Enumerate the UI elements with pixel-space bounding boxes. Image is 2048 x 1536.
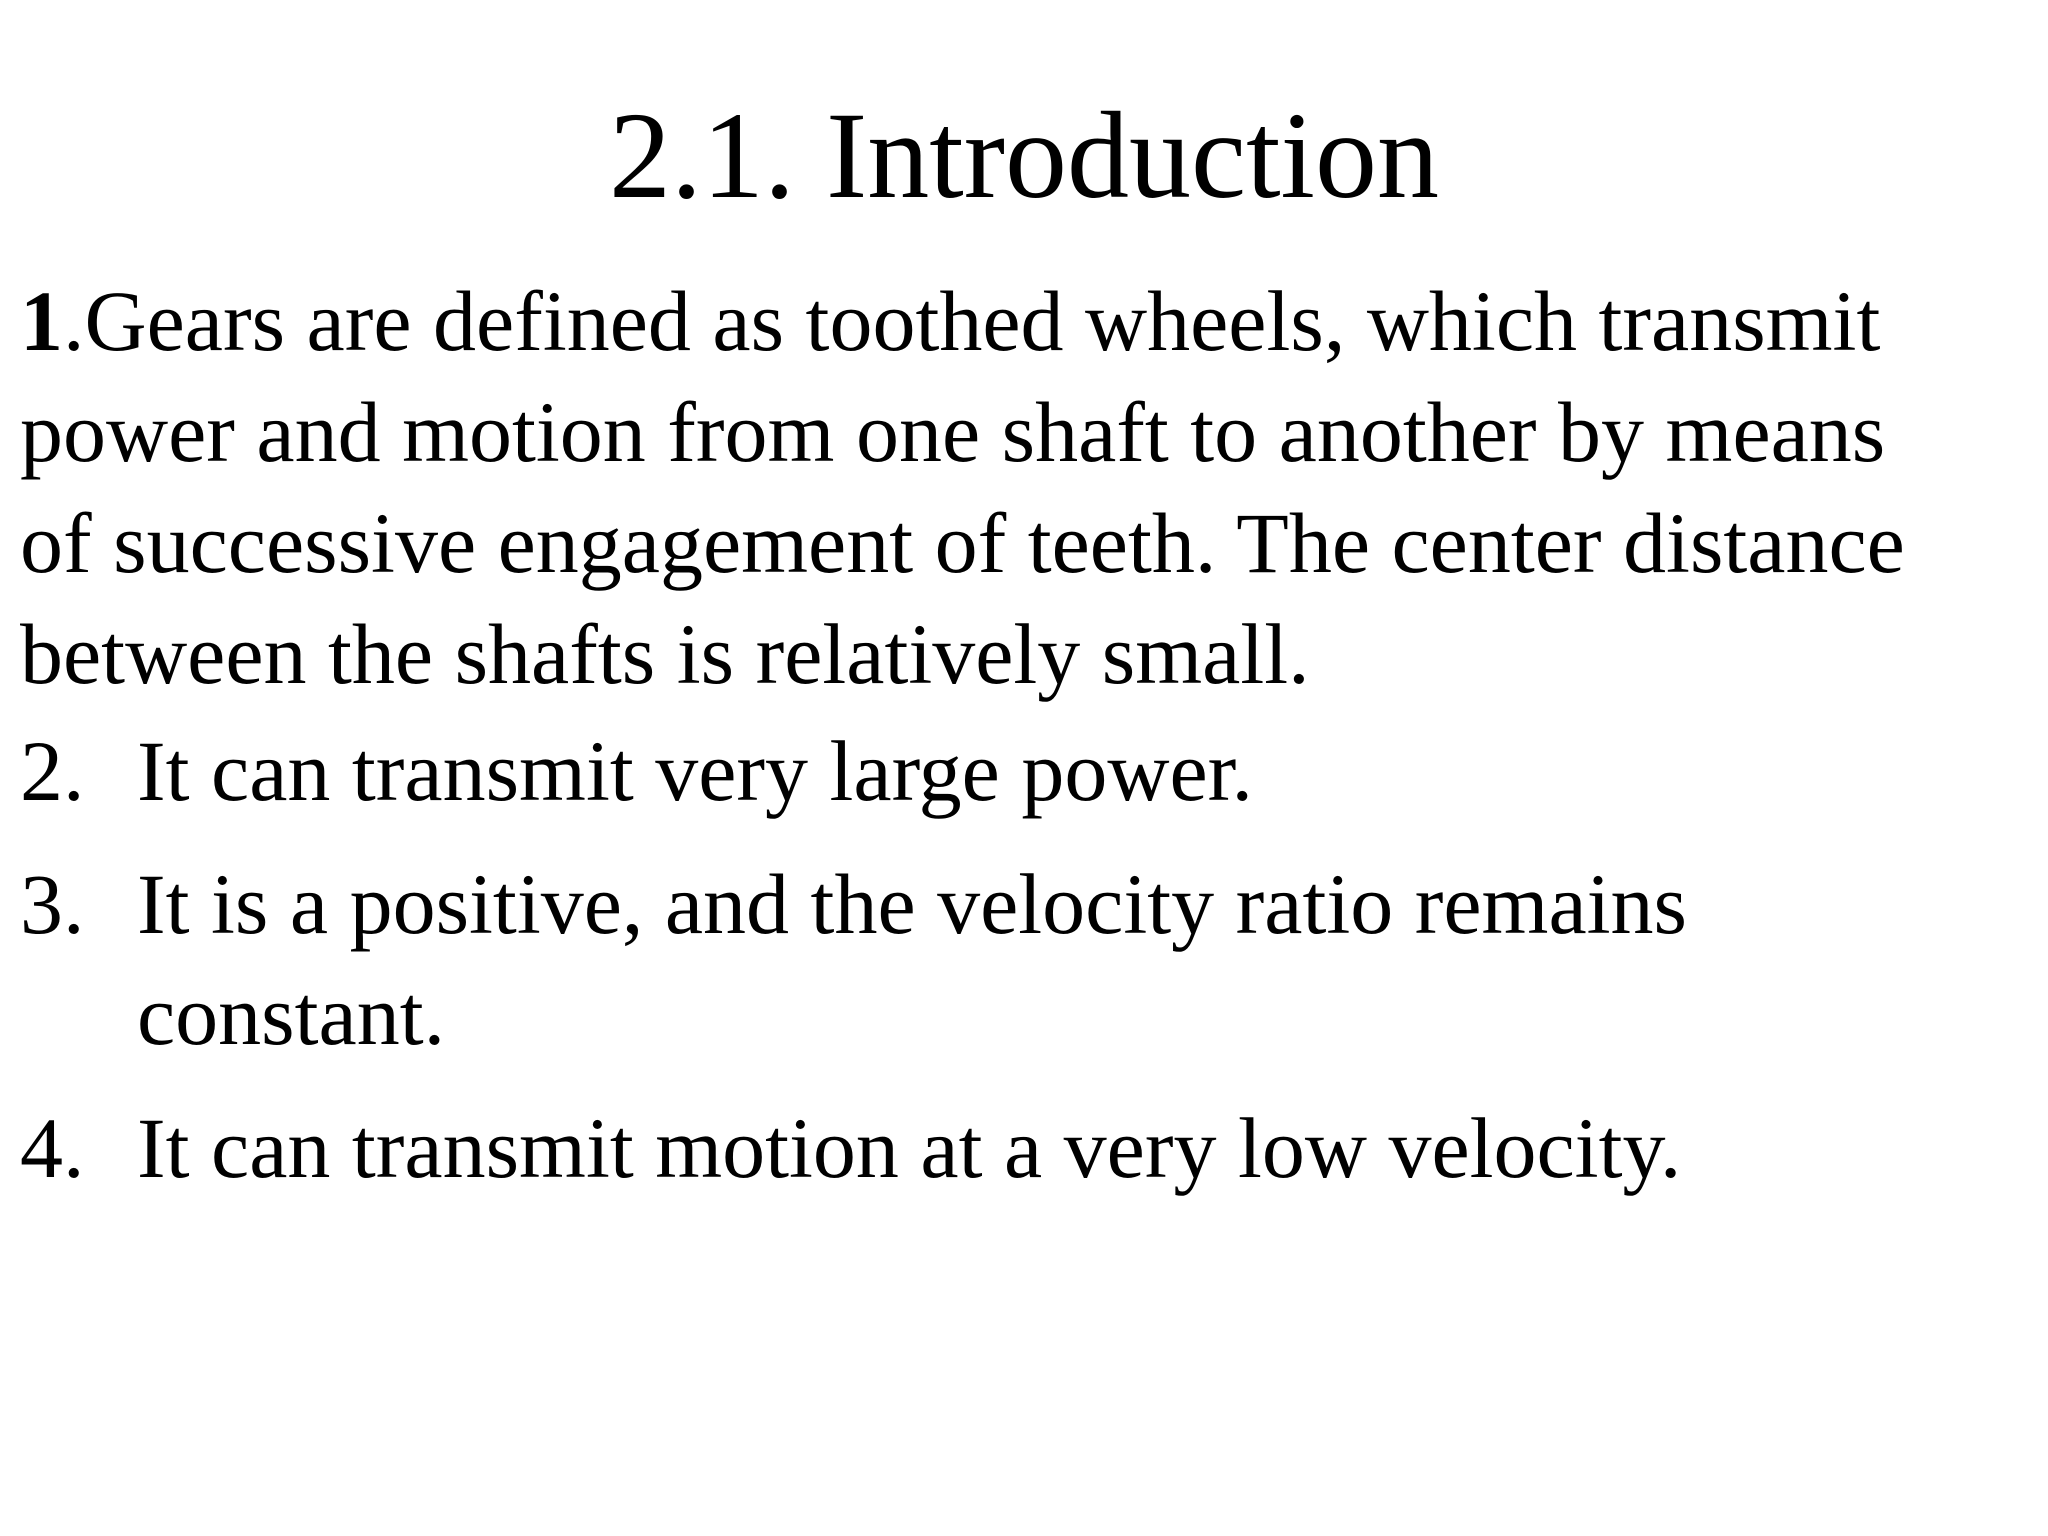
- list-item-text: [137, 1093, 2030, 1204]
- intro-paragraph: [20, 266, 2030, 710]
- list-marker: 4.: [20, 1100, 85, 1196]
- numbered-list: [20, 716, 2030, 1226]
- list-item: [20, 1093, 2030, 1204]
- list-item-text: [137, 716, 2030, 827]
- list-line: It is a positive, and the velocity ratio remains: [137, 856, 1687, 952]
- list-item: [20, 849, 2030, 1071]
- intro-line: [20, 266, 2030, 377]
- intro-number: 1: [20, 273, 63, 369]
- intro-line-text: .Gears are defined as toothed wheels, which transmit: [63, 273, 1881, 369]
- intro-line: between the shafts is relatively small.: [20, 606, 1310, 702]
- list-line: constant.: [137, 967, 446, 1063]
- list-marker: 3.: [20, 856, 85, 952]
- intro-line: of successive engagement of teeth. The center distance: [20, 495, 1905, 591]
- list-item-text: [137, 849, 2030, 1071]
- list-marker: 2.: [20, 723, 85, 819]
- list-line: It can transmit motion at a very low velocity.: [137, 1100, 1682, 1196]
- intro-line: power and motion from one shaft to another by means: [20, 384, 1886, 480]
- list-line: It can transmit very large power.: [137, 723, 1254, 819]
- list-item: [20, 716, 2030, 827]
- slide-title: 2.1. Introduction: [609, 87, 1439, 224]
